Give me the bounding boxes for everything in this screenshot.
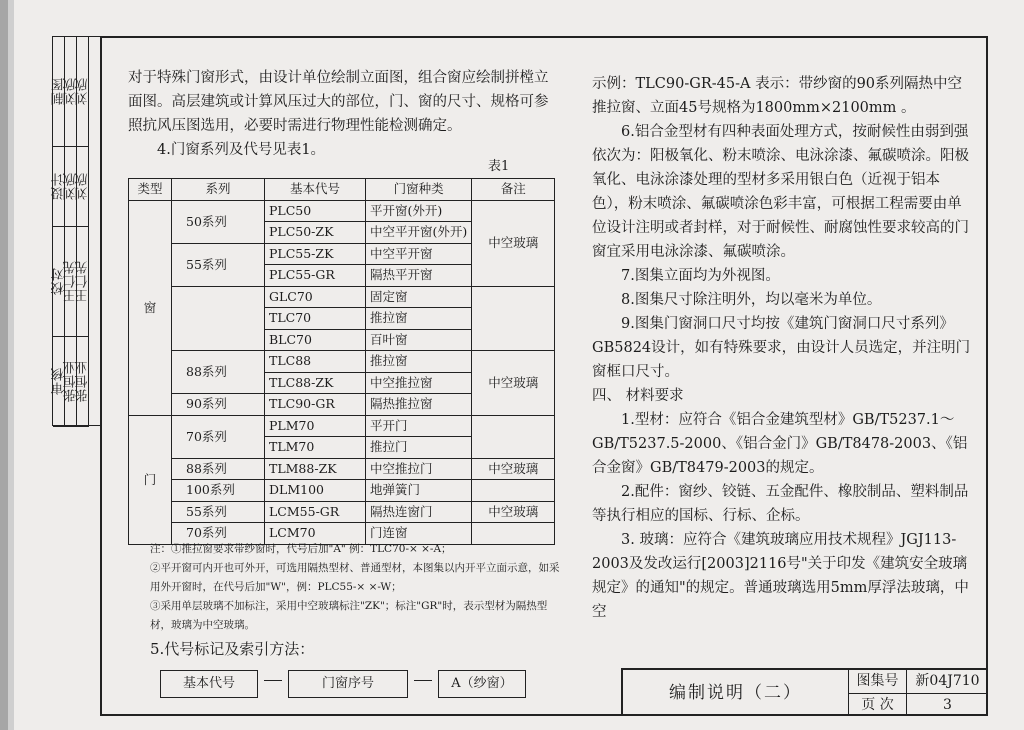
type-window: 窗 <box>129 200 172 415</box>
code-cell: TLM88-ZK <box>265 458 366 480</box>
series-cell: 70系列 <box>172 415 265 458</box>
code-cell: LCM55-GR <box>265 501 366 523</box>
atlas-number-value: 新04J710 <box>915 673 980 689</box>
note-cell <box>472 286 555 351</box>
series-cell: 90系列 <box>172 394 265 416</box>
item-9: 9.图集门窗洞口尺寸均按《建筑门窗洞口尺寸系列》GB5824设计，如有特殊要求，由设计人员选定，并注明门窗框口尺寸。 <box>592 316 971 380</box>
signature-block <box>52 36 100 426</box>
binding-edge-light <box>8 0 14 730</box>
kind-cell: 隔热推拉窗 <box>366 394 472 416</box>
code-cell: PLC50-ZK <box>265 222 366 244</box>
code-cell: PLC50 <box>265 200 366 222</box>
series-cell: 50系列 <box>172 200 265 243</box>
code-dash <box>264 680 282 681</box>
kind-cell: 平开窗(外开) <box>366 200 472 222</box>
kind-cell: 门连窗 <box>366 523 472 545</box>
series-cell: 88系列 <box>172 458 265 480</box>
table-row <box>129 458 555 480</box>
note-2: ②平开窗可内开也可外开，可选用隔热型材、普通型材，本图集以内开平立面示意，如采用外开窗时，在代号后加"W"，例：PLC55-× ×-W； <box>150 562 560 593</box>
kind-cell: 地弹簧门 <box>366 480 472 502</box>
signature-cell: 刘欣 <box>77 37 89 147</box>
signature-cell: 张恒业 <box>65 337 77 427</box>
type-door: 门 <box>129 415 172 544</box>
material-1: 1.型材：应符合《铝合金建筑型材》GB/T5237.1～GB/T5237.5-2000、《铝合金门》GB/T8478-2003、《铝合金窗》GB/T8479-2003的规定。 <box>592 412 968 476</box>
header-kind: 门窗种类 <box>366 179 472 201</box>
code-dash <box>414 680 432 681</box>
signature-cell: 刘欣 <box>77 147 89 227</box>
page-number: 3 <box>907 693 988 717</box>
signature-cell: 王仁先 <box>65 227 77 337</box>
signature-cell: 刘欣 <box>65 147 77 227</box>
table-title: 表1 <box>488 159 510 174</box>
code-cell: TLC90-GR <box>265 394 366 416</box>
code-box-screen: A（纱窗） <box>438 670 526 698</box>
note-cell <box>472 415 555 458</box>
kind-cell: 中空推拉门 <box>366 458 472 480</box>
header-series: 系列 <box>172 179 265 201</box>
item-6: 6.铝合金型材有四种表面处理方式，按耐候性由弱到强依次为：阳极氧化、粉末喷涂、电泳涂漆、氟碳喷涂。阳极氧化、电泳涂漆处理的型材多采用银白色（近视于铝本色），粉末喷涂、氟碳喷涂色彩丰富，可根据工程需要由单位设计注明或者封样，对于耐候性、耐腐蚀性要求较高的门窗宜采用电泳涂漆、氟碳喷涂。 <box>592 124 969 260</box>
kind-cell: 中空平开窗 <box>366 243 472 265</box>
series-cell: 55系列 <box>172 243 265 286</box>
signature-cell: 设计 <box>53 147 65 227</box>
section-4-heading: 四、 材料要求 <box>592 388 684 404</box>
kind-cell: 隔热平开窗 <box>366 265 472 287</box>
binding-edge <box>0 0 8 730</box>
table-row <box>129 501 555 523</box>
series-cell: 88系列 <box>172 351 265 394</box>
series-cell <box>172 286 265 351</box>
code-cell: BLC70 <box>265 329 366 351</box>
signature-cell: 校对 <box>53 227 65 337</box>
code-box-basic: 基本代号 <box>160 670 258 698</box>
page-label: 页 次 <box>849 693 907 716</box>
left-column <box>128 66 560 162</box>
atlas-number-label: 图集号 <box>849 670 907 693</box>
signature-cell: 审核 <box>53 337 65 427</box>
code-cell: TLC88-ZK <box>265 372 366 394</box>
kind-cell: 平开门 <box>366 415 472 437</box>
note-cell: 中空玻璃 <box>472 501 555 523</box>
item-8: 8.图集尺寸除注明外，均以毫米为单位。 <box>621 292 882 308</box>
header-type: 类型 <box>129 179 172 201</box>
table-notes <box>150 540 560 635</box>
example-text: 示例：TLC90-GR-45-A 表示：带纱窗的90系列隔热中空推拉窗、立面45号规格为1800mm×2100mm 。 <box>592 76 963 116</box>
note-cell: 中空玻璃 <box>472 351 555 416</box>
item-4: 4.门窗系列及代号见表1。 <box>157 142 326 158</box>
item-5: 5.代号标记及索引方法： <box>150 640 315 658</box>
code-cell: PLC55-GR <box>265 265 366 287</box>
kind-cell: 推拉窗 <box>366 308 472 330</box>
code-cell: DLM100 <box>265 480 366 502</box>
table-row <box>129 480 555 502</box>
item-7: 7.图集立面均为外视图。 <box>621 268 780 284</box>
signature-cell: 张恒业 <box>77 337 89 427</box>
material-3: 3. 玻璃：应符合《建筑玻璃应用技术规程》JGJ113-2003及发改运行[2003]2116号"关于印发《建筑安全玻璃规定》的通知"的规定。普通玻璃选用5mm厚浮法玻璃，中空 <box>592 532 969 620</box>
kind-cell: 隔热连窗门 <box>366 501 472 523</box>
signature-cell: 王仁先 <box>77 227 89 337</box>
series-cell: 70系列 <box>172 523 265 545</box>
code-cell: GLC70 <box>265 286 366 308</box>
note-3: ③采用单层玻璃不加标注，采用中空玻璃标注"ZK"；标注"GR"时，表示型材为隔热型材，玻璃为中空玻璃。 <box>150 600 548 631</box>
code-cell: PLC55-ZK <box>265 243 366 265</box>
kind-cell: 推拉门 <box>366 437 472 459</box>
note-cell <box>472 480 555 502</box>
code-box-sequence: 门窗序号 <box>288 670 408 698</box>
kind-cell: 百叶窗 <box>366 329 472 351</box>
sheet-title: 编制说明（二） <box>623 670 849 716</box>
series-cell: 100系列 <box>172 480 265 502</box>
code-cell: PLM70 <box>265 415 366 437</box>
intro-paragraph: 对于特殊门窗形式，由设计单位绘制立面图，组合窗应绘制拼樘立面图。高层建筑或计算风压过大的部位，门、窗的尺寸、规格可参照抗风压图选用，必要时需进行物理性能检测确定。 <box>128 70 549 134</box>
table-row <box>129 200 555 222</box>
table-row <box>129 351 555 373</box>
note-cell: 中空玻璃 <box>472 200 555 286</box>
code-cell: TLM70 <box>265 437 366 459</box>
table-row <box>129 286 555 308</box>
table-header-row <box>129 179 555 201</box>
series-cell: 55系列 <box>172 501 265 523</box>
note-cell: 中空玻璃 <box>472 458 555 480</box>
title-block <box>621 668 988 716</box>
kind-cell: 中空平开窗(外开) <box>366 222 472 244</box>
code-cell: TLC88 <box>265 351 366 373</box>
kind-cell: 推拉窗 <box>366 351 472 373</box>
table-row <box>129 415 555 437</box>
code-cell: TLC70 <box>265 308 366 330</box>
door-window-series-table <box>128 178 555 545</box>
right-column <box>592 72 976 624</box>
signature-cell: 刘欣 <box>65 37 77 147</box>
note-1: 注：①推拉窗要求带纱窗时，代号后加"A" 例：TLC70-× ×-A； <box>150 543 452 555</box>
kind-cell: 中空推拉窗 <box>366 372 472 394</box>
header-note: 备注 <box>472 179 555 201</box>
kind-cell: 固定窗 <box>366 286 472 308</box>
signature-cell: 制图 <box>53 37 65 147</box>
material-2: 2.配件：窗纱、铰链、五金配件、橡胶制品、塑料制品等执行相应的国标、行标、企标。 <box>592 484 969 524</box>
code-cell: LCM70 <box>265 523 366 545</box>
header-code: 基本代号 <box>265 179 366 201</box>
